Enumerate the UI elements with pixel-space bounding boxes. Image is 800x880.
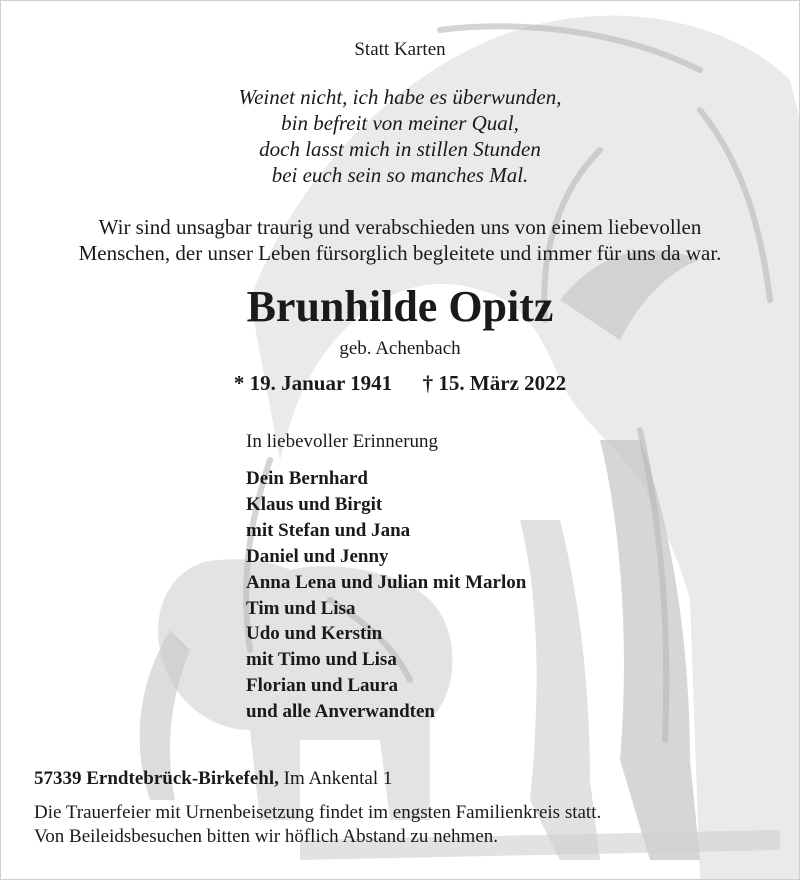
family-member: Daniel und Jenny <box>246 545 389 567</box>
poem-line: doch lasst mich in stillen Stunden <box>259 137 541 161</box>
memory-line: In liebevoller Erinnerung <box>246 431 439 452</box>
family-member: Udo und Kerstin <box>246 623 383 645</box>
closing-line: Von Beileidsbesuchen bitten wir höflich Abstand zu nehmen. <box>34 826 499 847</box>
address <box>34 767 392 791</box>
birth-date: * 19. Januar 1941 <box>233 371 393 395</box>
family-member: Dein Bernhard <box>246 468 368 489</box>
family-member: mit Timo und Lisa <box>246 649 397 671</box>
death-date: † 15. März 2022 <box>422 371 567 395</box>
family-member: Klaus und Birgit <box>246 493 383 515</box>
family-member: Tim und Lisa <box>246 597 356 619</box>
intro-line: Wir sind unsagbar traurig und verabschieden uns von einem liebevollen <box>98 215 702 239</box>
address-city: 57339 Erndtebrück-Birkefehl, <box>34 768 279 789</box>
address-street: Im Ankental 1 <box>278 768 393 789</box>
birth-name: geb. Achenbach <box>339 338 461 359</box>
deceased-name: Brunhilde Opitz <box>246 282 554 331</box>
family-member: Anna Lena und Julian mit Marlon <box>246 571 527 593</box>
poem-line: bin befreit von meiner Qual, <box>281 111 519 135</box>
life-dates <box>0 370 800 396</box>
closing-line: Die Trauerfeier mit Urnenbeisetzung findet im engsten Familienkreis statt. <box>34 802 602 823</box>
family-member: Florian und Laura <box>246 675 399 697</box>
family-member: und alle Anverwandten <box>246 701 435 723</box>
intro-line: Menschen, der unser Leben fürsorglich begleitete und immer für uns da war. <box>78 241 722 265</box>
family-member: mit Stefan und Jana <box>246 519 411 541</box>
poem-line: Weinet nicht, ich habe es überwunden, <box>238 85 562 109</box>
heading-statt-karten: Statt Karten <box>354 39 446 60</box>
poem-line: bei euch sein so manches Mal. <box>271 163 529 187</box>
family-list <box>246 466 526 725</box>
